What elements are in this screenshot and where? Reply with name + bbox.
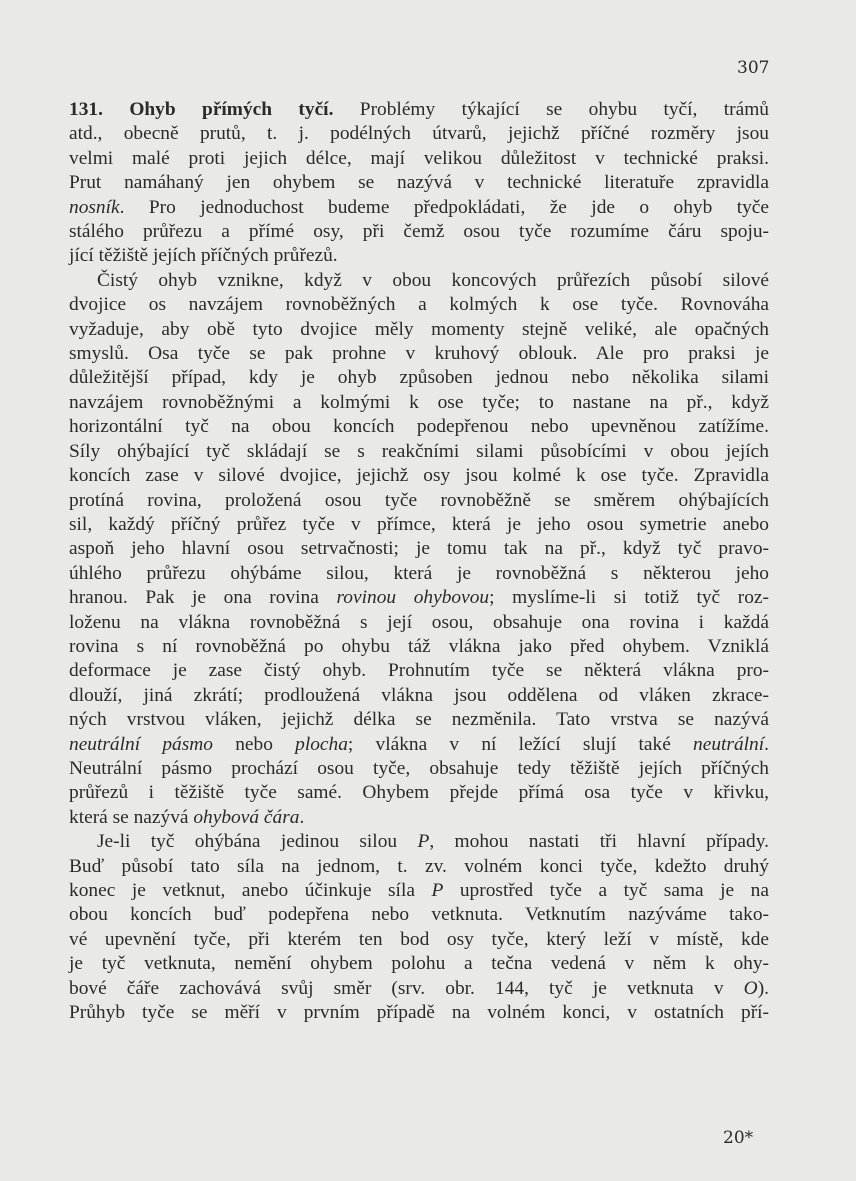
- text-line: [69, 440, 769, 464]
- text-run: loženu na vlákna rovnoběžná s její osou, obsahuje ona rovina i každá: [69, 611, 769, 633]
- text-line: [69, 855, 769, 879]
- text-run: ; vlákna v ní ležící slují také: [347, 733, 694, 755]
- text-run: , mohou nastati tři hlavní případy.: [429, 831, 769, 853]
- text-run: koncích zase v silové dvojice, jejichž osy jsou kolmé k ose tyče. Zpravidla: [69, 465, 769, 487]
- text-run: důležitější případ, kdy je ohyb způsoben jednou nebo několika silami: [69, 367, 769, 389]
- text-line: [69, 830, 769, 854]
- section-number: 131.: [69, 99, 130, 120]
- text-run: Problémy týkající se ohybu tyčí, trámů: [333, 99, 769, 120]
- text-run: Buď působí tato síla na jednom, t. zv. volném konci tyče, kdežto druhý: [69, 855, 769, 877]
- text-line: [69, 122, 769, 146]
- text-run: stálého průřezu a přímé osy, při čemž osou tyče rozumíme čáru spoju-: [69, 221, 769, 243]
- text-run: protíná rovina, proložená osou tyče rovnoběžně se směrem ohýbajících: [69, 489, 769, 511]
- text-run: nebo: [212, 733, 296, 755]
- text-run: je tyč vetknuta, nemění ohybem polohu a tečna vedená v něm k ohy-: [69, 953, 769, 975]
- text-run: ).: [757, 977, 769, 999]
- text-line: [69, 98, 769, 122]
- italic-term: nosník: [69, 196, 120, 218]
- signature-mark: 20*: [723, 1128, 754, 1148]
- text-run: Čistý ohyb vznikne, když v obou koncových průřezích působí silové: [97, 269, 769, 291]
- text-line: [69, 586, 769, 610]
- text-run: dlouží, jiná zkrátí; prodloužená vlákna jsou oddělena od vláken zkrace-: [69, 684, 769, 706]
- section-title: Ohyb přímých tyčí.: [129, 99, 334, 120]
- text-run: . Pro jednoduchost budeme předpokládati, že jde o ohyb tyče: [119, 196, 769, 218]
- text-run: sil, každý příčný průřez tyče v přímce, která je jeho osou symetrie anebo: [69, 513, 769, 535]
- italic-term: P: [431, 880, 444, 901]
- text-line: [69, 781, 769, 805]
- italic-term: P: [417, 831, 430, 853]
- text-run: hranou. Pak je ona rovina: [69, 587, 337, 609]
- text-line: [69, 415, 769, 439]
- text-line: [69, 366, 769, 390]
- italic-term: neutrální: [693, 733, 765, 755]
- text-line: [69, 757, 769, 781]
- text-line: [69, 684, 769, 708]
- text-line: [69, 464, 769, 488]
- text-line: [69, 269, 769, 293]
- text-line: [69, 806, 769, 830]
- text-run: aspoň jeho hlavní osou setrvačnosti; je tomu tak na př., když tyč pravo-: [69, 538, 769, 560]
- text-line: [69, 147, 769, 171]
- text-run: velmi malé proti jejich délce, mají velikou důležitost v technické praksi.: [69, 147, 769, 169]
- text-line: [69, 977, 769, 1001]
- text-line: [69, 635, 769, 659]
- text-line: [69, 928, 769, 952]
- page-body: [69, 98, 769, 1025]
- text-line: [69, 489, 769, 513]
- text-line: [69, 562, 769, 586]
- text-run: Je-li tyč ohýbána jedinou silou: [97, 831, 418, 853]
- text-line: [69, 391, 769, 415]
- text-line: [69, 879, 769, 903]
- italic-term: plocha: [295, 733, 348, 755]
- text-run: bové čáře zachovává svůj směr (srv. obr. 144, tyč je vetknuta v: [69, 977, 744, 999]
- text-run: .: [764, 733, 769, 755]
- text-line: [69, 318, 769, 342]
- text-run: ných vrstvou vláken, jejichž délka se nezměnila. Tato vrstva se nazývá: [69, 709, 769, 731]
- text-run: Průhyb tyče se měří v prvním případě na volném konci, v ostatních pří-: [69, 1002, 769, 1024]
- text-run: která se nazývá: [69, 806, 194, 828]
- text-run: úhlého průřezu ohýbáme silou, která je rovnoběžná s některou jeho: [69, 562, 769, 584]
- text-run: konec je vetknut, anebo účinkuje síla: [69, 880, 432, 901]
- text-line: [69, 952, 769, 976]
- text-run: .: [299, 806, 305, 828]
- text-line: [69, 733, 769, 757]
- italic-term: O: [743, 977, 758, 999]
- italic-term: rovinou ohybovou: [336, 587, 490, 609]
- text-line: [69, 171, 769, 195]
- text-line: [69, 513, 769, 537]
- text-line: [69, 903, 769, 927]
- text-run: atd., obecně prutů, t. j. podélných útvarů, jejichž příčné rozměry jsou: [69, 123, 769, 145]
- italic-term: ohybová čára: [193, 806, 300, 828]
- text-line: [69, 293, 769, 317]
- text-line: [69, 708, 769, 732]
- text-run: rovina s ní rovnoběžná po ohybu táž vlákna jako před ohybem. Vzniklá: [69, 635, 769, 657]
- text-line: [69, 1001, 769, 1025]
- text-run: deformace je zase čistý ohyb. Prohnutím tyče se některá vlákna pro-: [69, 660, 769, 682]
- text-run: jící těžiště jejích příčných průřezů.: [69, 245, 338, 267]
- text-run: uprostřed tyče a tyč sama je na: [443, 880, 769, 901]
- text-run: Neutrální pásmo prochází osou tyče, obsahuje tedy těžiště jejích příčných: [69, 757, 769, 779]
- text-run: vé upevnění tyče, při kterém ten bod osy tyče, který leží v místě, kde: [69, 928, 769, 950]
- text-run: průřezů i těžiště tyče samé. Ohybem přejde přímá osa tyče v křivku,: [69, 782, 769, 804]
- text-line: [69, 244, 769, 268]
- text-run: horizontální tyč na obou koncích podepřenou nebo upevněnou zatížíme.: [69, 416, 769, 438]
- text-run: navzájem rovnoběžnými a kolmými k ose tyče; to nastane na př., když: [69, 391, 769, 413]
- text-run: vyžaduje, aby obě tyto dvojice měly momenty stejně veliké, ale opačných: [69, 318, 769, 340]
- page-number: 307: [737, 58, 770, 78]
- text-run: obou koncích buď podepřena nebo vetknuta. Vetknutím nazýváme tako-: [69, 904, 769, 926]
- text-run: smyslů. Osa tyče se pak prohne v kruhový oblouk. Ale pro praksi je: [69, 343, 769, 365]
- text-run: Síly ohýbající tyč skládají se s reakčními silami působícími v obou jejích: [69, 440, 769, 462]
- text-run: Prut namáhaný jen ohybem se nazývá v technické literatuře zpravidla: [69, 172, 769, 194]
- text-run: ; myslíme-li si totiž tyč roz-: [489, 587, 769, 609]
- text-line: [69, 196, 769, 220]
- text-line: [69, 537, 769, 561]
- text-line: [69, 659, 769, 683]
- text-line: [69, 611, 769, 635]
- text-line: [69, 342, 769, 366]
- text-run: dvojice os navzájem rovnoběžných a kolmých k ose tyče. Rovnováha: [69, 294, 769, 316]
- text-line: [69, 220, 769, 244]
- italic-term: neutrální pásmo: [69, 733, 213, 755]
